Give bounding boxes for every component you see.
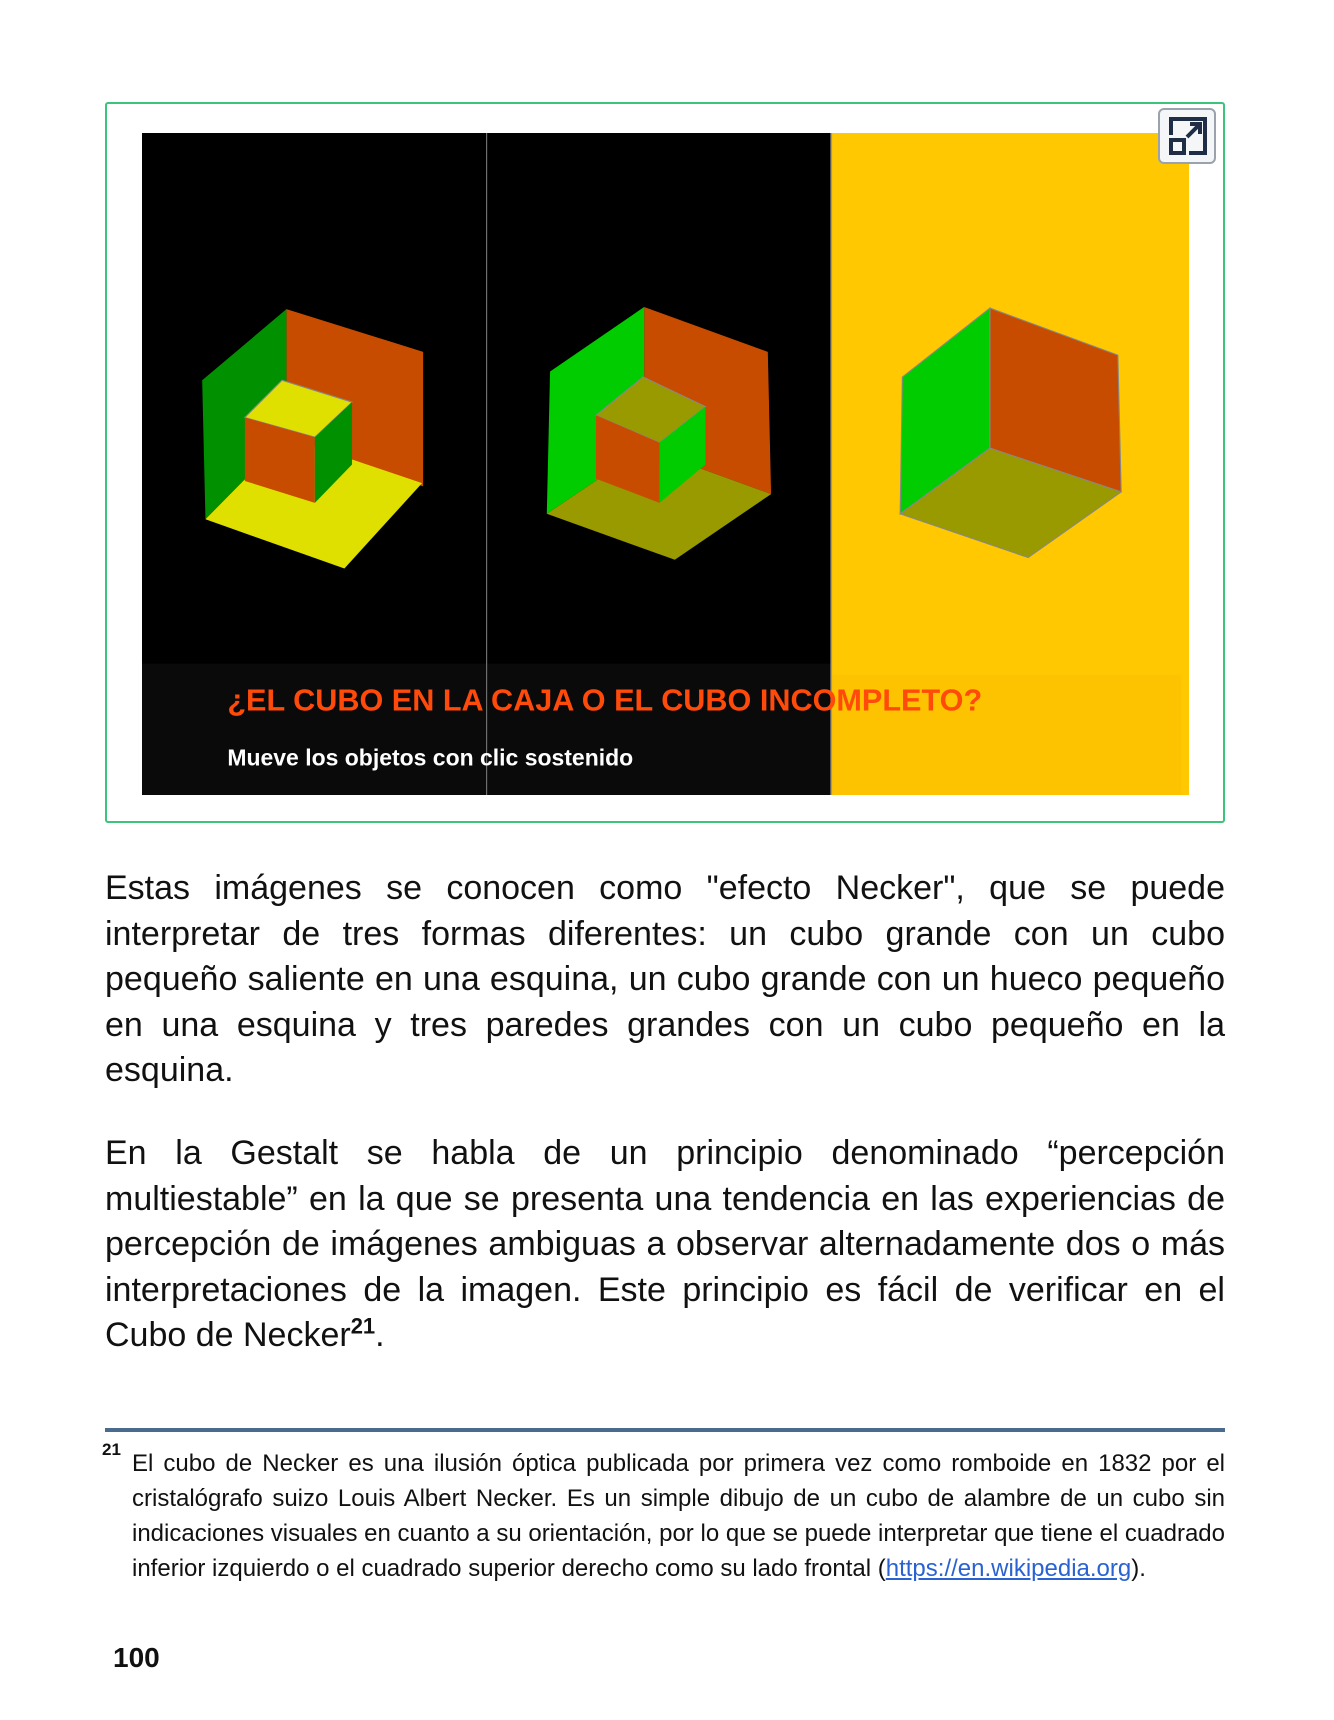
necker-cube-applet[interactable] [142, 133, 1189, 795]
page-number: 100 [113, 1642, 160, 1673]
footnote-divider [105, 1428, 1225, 1432]
wikipedia-link[interactable]: https://en.wikipedia.org [885, 1555, 1132, 1582]
applet-instructions: Mueve los objetos con clic sostenido [227, 744, 634, 771]
paragraph-end: . [375, 1316, 385, 1354]
footnote-reference[interactable]: 21 [350, 1313, 376, 1339]
footnote-end: ). [1131, 1555, 1146, 1582]
paragraph-gestalt-text: En la Gestalt se habla de un principio denominado “percepción multiestable” en la que se presenta una tendencia en las experiencias de percepción de imágenes ambiguas a observar alternadamente dos o más interpretaciones de la imagen. Este principio es fácil de verificar en el Cubo de Necker [105, 1134, 1225, 1354]
paragraph-gestalt [105, 1131, 1225, 1359]
applet-title: ¿EL CUBO EN LA CAJA O EL CUBO INCOMPLETO? [227, 683, 983, 718]
expand-icon [1165, 115, 1209, 157]
footnote [132, 1446, 1225, 1586]
footnote-number: 21 [102, 1440, 121, 1459]
footnote-text: El cubo de Necker es una ilusión óptica publicada por primera vez como romboide en 1832 por el cristalógrafo suizo Louis Albert Necker. Es un simple dibujo de un cubo de alambre de un cubo sin indicaciones visuales en cuanto a su orientación, por lo que se puede interpretar que tiene el cuadrado inferior izquierdo o el cuadrado superior derecho como su lado frontal ( [132, 1450, 1225, 1582]
expand-button[interactable] [1158, 108, 1216, 164]
paragraph-necker-effect: Estas imágenes se conocen como "efecto Necker", que se puede interpretar de tres formas diferentes: un cubo grande con un cubo pequeño saliente en una esquina, un cubo grande con un hueco pequeño en una esquina y tres paredes grandes con un cubo pequeño en la esquina. [105, 869, 1225, 1089]
